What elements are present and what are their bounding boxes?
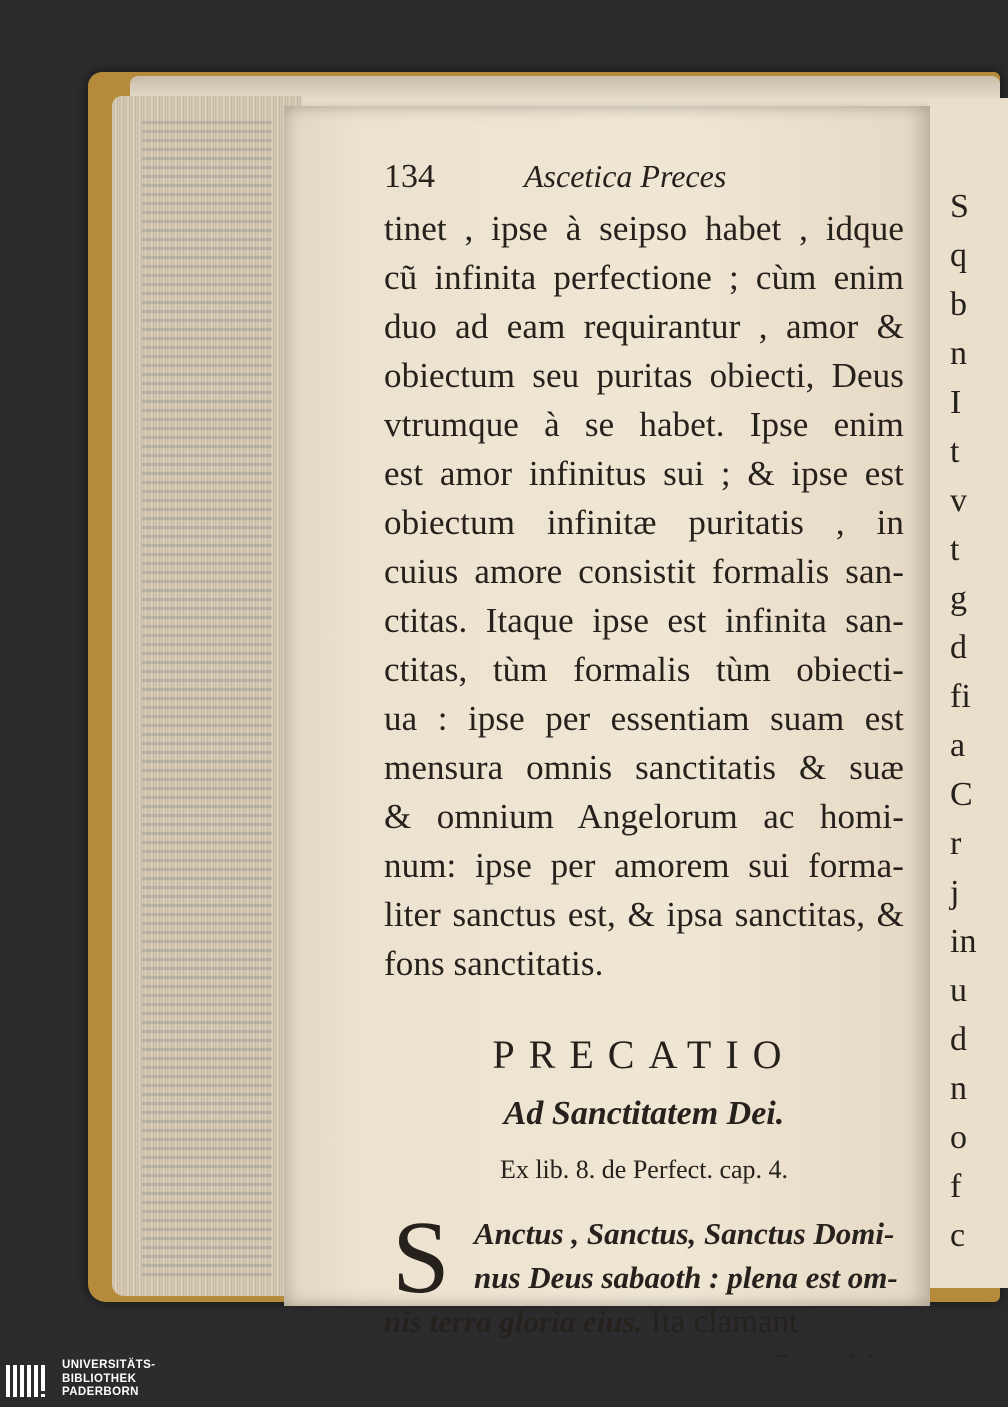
body-line: fons sanctitatis. — [384, 944, 604, 983]
facing-letter: a — [950, 727, 966, 764]
facing-letter: q — [950, 237, 967, 274]
body-line: tinet , ipse à seipso habet , idque — [384, 209, 904, 248]
body-line: obiectum seu puritas obiecti, Deus — [384, 356, 904, 395]
facing-letter: u — [950, 972, 967, 1009]
body-line: obiectum infinitæ puritatis , in — [384, 503, 904, 542]
prayer-heading: PRECATIO — [492, 1032, 796, 1077]
prayer-line — [384, 1300, 904, 1344]
facing-letter: I — [950, 384, 962, 421]
facing-letter: c — [950, 1217, 966, 1254]
drop-cap: S — [392, 1200, 450, 1315]
body-line: num: ipse per amorem sui forma- — [384, 846, 904, 885]
facing-letter: C — [950, 776, 973, 813]
page-edges — [112, 96, 302, 1296]
facing-letter: t — [950, 531, 960, 568]
facing-letter: f — [950, 1168, 962, 1205]
body-line: duo ad eam requirantur , amor & — [384, 307, 904, 346]
body-line: est amor infinitus sui ; & ipse est — [384, 454, 904, 493]
book-page — [284, 106, 930, 1340]
prayer-line: nus Deus sabaoth : plena est om- — [474, 1260, 898, 1295]
page-number: 134 — [384, 158, 435, 195]
library-logo-text — [62, 1359, 155, 1400]
facing-page-text — [950, 188, 1000, 1266]
footer-bar — [0, 1357, 1000, 1407]
facing-letter: r — [950, 825, 962, 862]
body-line: & omnium Angelorum ac homi- — [384, 797, 904, 836]
running-title: Ascetica Preces — [524, 158, 727, 194]
body-line: cũ infinita perfectione ; cùm enim — [384, 258, 904, 297]
body-line: ctitas, tùm formalis tùm obiecti- — [384, 650, 904, 689]
prayer-line-italic: nis terra gloria eius. — [384, 1304, 643, 1339]
facing-letter: g — [950, 580, 967, 617]
facing-letter: o — [950, 1119, 967, 1156]
logo-line: BIBLIOTHEK — [62, 1372, 137, 1385]
logo-line: PADERBORN — [62, 1386, 139, 1398]
page-text — [384, 158, 904, 1390]
facing-letter: v — [950, 482, 967, 519]
body-line: liter sanctus est, & ipsa sanctitas, & — [384, 895, 904, 934]
running-head — [384, 158, 904, 204]
prayer-line: Anctus , Sanctus, Sanctus Domi- — [474, 1216, 895, 1251]
body-line: cuius amore consistit formalis san- — [384, 552, 904, 591]
facing-letter: in — [950, 923, 977, 960]
facing-letter: n — [950, 335, 967, 372]
facing-letter: S — [950, 188, 969, 225]
body-line: ua : ipse per essentiam suam est — [384, 699, 904, 738]
facing-letter: fi — [950, 678, 971, 715]
facing-letter: j — [950, 874, 960, 911]
source-citation: Ex lib. 8. de Perfect. cap. 4. — [499, 1155, 789, 1184]
body-line: vtrumque à se habet. Ipse enim — [384, 405, 904, 444]
facing-letter: n — [950, 1070, 967, 1107]
facing-letter: b — [950, 286, 967, 323]
library-logo-icon — [6, 1361, 52, 1401]
body-line: ctitas. Itaque ipse est infinita san- — [384, 601, 904, 640]
logo-line: UNIVERSITÄTS- — [62, 1359, 156, 1371]
facing-letter: t — [950, 433, 960, 470]
prayer-subheading: Ad Sanctitatem Dei. — [503, 1095, 785, 1132]
facing-letter: d — [950, 629, 967, 666]
prayer-line-roman: Ita clamant — [642, 1304, 799, 1340]
body-line: mensura omnis sanctitatis & suæ — [384, 748, 904, 787]
facing-letter: d — [950, 1021, 967, 1058]
